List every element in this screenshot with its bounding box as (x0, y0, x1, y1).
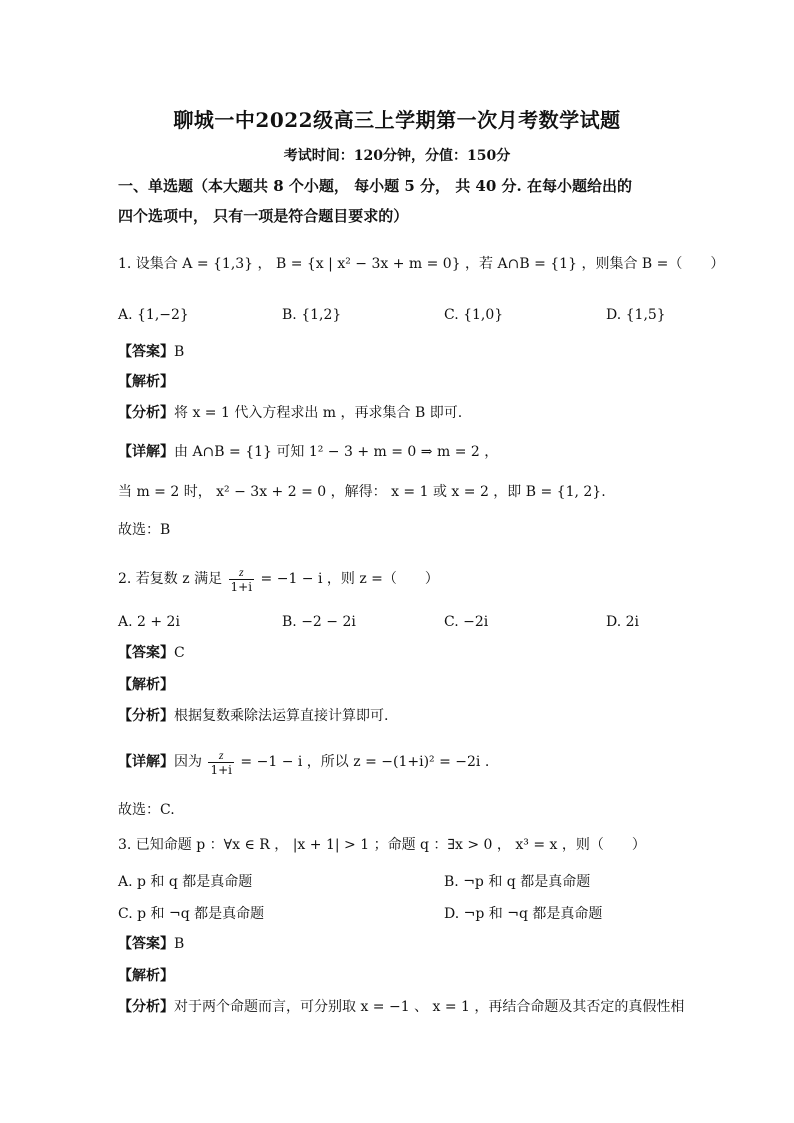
q2-stem-suffix: = −1 − i ，则 z =（ ） (256, 571, 439, 587)
page-title: 聊城一中2022级高三上学期第一次月考数学试题 (173, 108, 621, 132)
q2-detail-suffix: = −1 − i ，所以 z = −(1+i)² = −2i . (235, 754, 490, 770)
q2-fraction-denominator: 1+i (230, 579, 253, 594)
q3-option-d: D. ¬p 和 ¬q 都是真命题 (444, 906, 603, 922)
q1-answer (118, 342, 184, 362)
section-heading-line-1: 一、单选题（本大题共 8 个小题， 每小题 5 分， 共 40 分. 在每小题给出的 (118, 177, 632, 195)
q1-detail (118, 442, 498, 462)
q2-option-c: C. −2i (444, 614, 489, 630)
q2-detail (118, 746, 489, 778)
q2-analysis-heading: 【解析】 (118, 677, 174, 693)
q3-option-c: C. p 和 ¬q 都是真命题 (118, 906, 265, 922)
q1-analysis (118, 403, 462, 423)
q1-detail-line-2: 当 m = 2 时， x² − 3x + 2 = 0 ，解得： x = 1 或 x = 2 ，即 B = {1, 2}. (118, 484, 606, 500)
section-heading-line-2: 四个选项中， 只有一项是符合题目要求的） (118, 207, 409, 225)
q2-answer-value: C (174, 645, 185, 661)
analysis-tag: 【分析】 (118, 405, 174, 421)
q3-option-a: A. p 和 q 都是真命题 (118, 874, 253, 890)
analysis-tag: 【分析】 (118, 999, 174, 1015)
q2-option-a: A. 2 + 2i (118, 614, 180, 630)
answer-tag: 【答案】 (118, 645, 174, 661)
answer-tag: 【答案】 (118, 936, 174, 952)
q3-answer-value: B (174, 936, 185, 952)
exam-info: 考试时间：120分钟，分值：150分 (283, 148, 511, 164)
detail-tag: 【详解】 (118, 754, 174, 770)
q1-conclusion: 故选：B (118, 522, 171, 538)
q1-analysis-text: 将 x = 1 代入方程求出 m ，再求集合 B 即可. (174, 405, 463, 421)
q1-option-d: D. {1,5} (606, 307, 666, 323)
q2-fraction-numerator: z (229, 565, 255, 580)
q2-fraction (229, 565, 255, 594)
q2-detail-prefix: 因为 (174, 754, 207, 770)
q1-option-c: C. {1,0} (444, 307, 504, 323)
q2-analysis (118, 706, 388, 726)
q1-analysis-heading: 【解析】 (118, 374, 174, 390)
q2-option-d: D. 2i (606, 614, 640, 630)
q2-stem-prefix: 2. 若复数 z 满足 (118, 571, 227, 587)
q2-analysis-text: 根据复数乘除法运算直接计算即可. (174, 708, 389, 724)
question-3: 3. 已知命题 p ：∀x ∈ R ， |x + 1| > 1 ；命题 q ：∃x > 0 ， x³ = x ，则（ ） (118, 837, 646, 853)
q1-option-b: B. {1,2} (282, 307, 342, 323)
q2-conclusion: 故选：C. (118, 802, 175, 818)
q3-analysis-heading: 【解析】 (118, 968, 174, 984)
q2-detail-fraction (208, 748, 234, 777)
detail-tag: 【详解】 (118, 444, 174, 460)
q1-detail-text: 由 A∩B = {1} 可知 1² − 3 + m = 0 ⇒ m = 2 ， (174, 444, 499, 460)
q1-option-a: A. {1,−2} (118, 307, 189, 323)
analysis-tag: 【分析】 (118, 708, 174, 724)
q3-analysis (118, 997, 684, 1017)
question-2 (118, 563, 439, 595)
q2-detail-fraction-numerator: z (208, 748, 234, 763)
q3-answer (118, 934, 184, 954)
question-1 (118, 254, 724, 274)
q3-analysis-text: 对于两个命题而言，可分别取 x = −1 、 x = 1 ，再结合命题及其否定的真假性相 (174, 999, 685, 1015)
q2-answer (118, 643, 185, 663)
question-1-text: 1. 设集合 A = {1,3} ， B = {x | x² − 3x + m = 0} ，若 A∩B = {1} ，则集合 B =（ ） (118, 256, 725, 272)
answer-tag: 【答案】 (118, 344, 174, 360)
q2-option-b: B. −2 − 2i (282, 614, 356, 630)
q3-option-b: B. ¬p 和 q 都是真命题 (444, 874, 591, 890)
q1-answer-value: B (174, 344, 185, 360)
q2-detail-fraction-denominator: 1+i (210, 762, 232, 777)
